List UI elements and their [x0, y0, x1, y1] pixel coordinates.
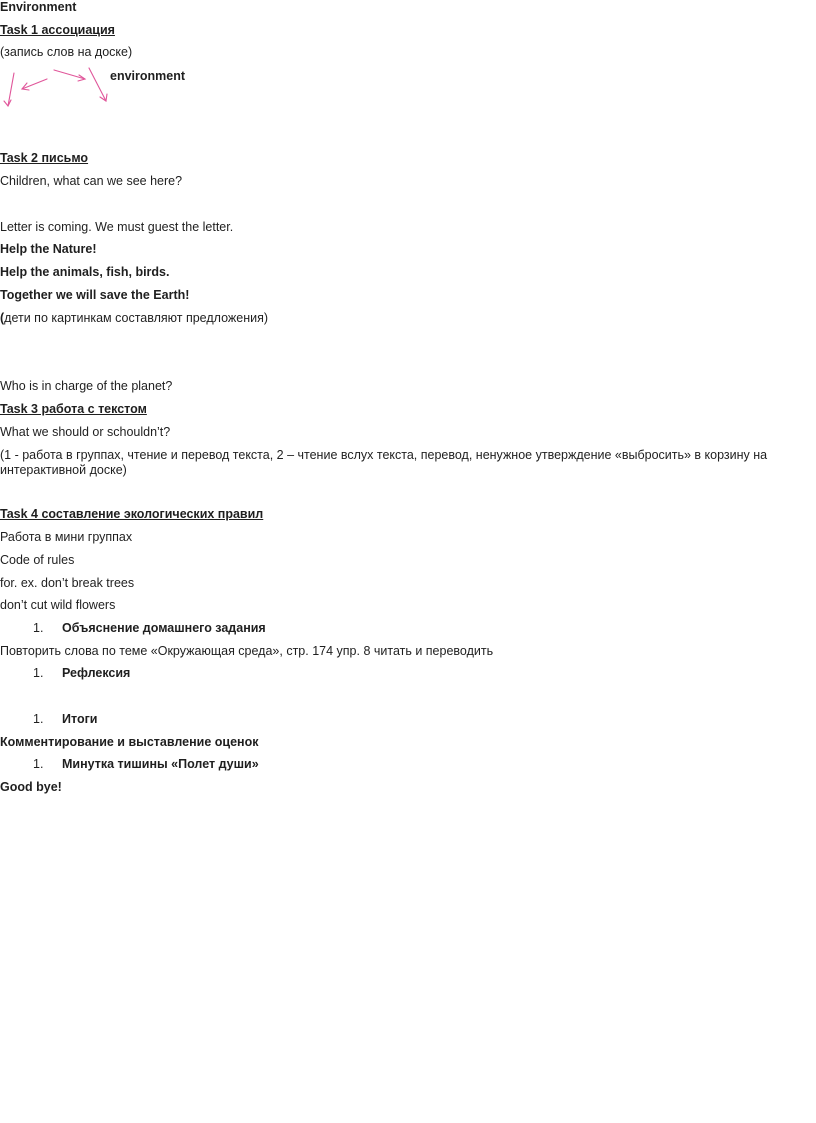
homework-text: Повторить слова по теме «Окружающая среда», стр. 174 упр. 8 читать и переводить — [0, 644, 494, 658]
arrow-head — [4, 100, 11, 106]
task3-heading: Task 3 работа с текстом — [0, 402, 147, 416]
letter-line-3: Together we will save the Earth! — [0, 288, 190, 302]
list-item-silence-minute: Минутка тишины «Полет души» — [62, 757, 259, 771]
task4-example-2: don’t cut wild flowers — [0, 598, 116, 612]
list-item-homework-title: Объяснение домашнего задания — [62, 621, 266, 635]
list-item-results: Итоги — [62, 712, 98, 726]
task4-groups: Работа в мини группах — [0, 530, 133, 544]
letter-line-2: Help the animals, fish, birds. — [0, 265, 170, 279]
list-item-reflection: Рефлексия — [62, 666, 131, 680]
association-center-word: environment — [110, 69, 186, 83]
document-title: Environment — [0, 0, 77, 14]
list-number: 1. — [33, 712, 44, 726]
task4-example-1: for. ex. don’t break trees — [0, 576, 135, 590]
letter-line-1: Help the Nature! — [0, 242, 97, 256]
letter-intro: Letter is coming. We must guest the letter. — [0, 220, 234, 234]
task2-note-text: дети по картинкам составляют предложения) — [4, 311, 269, 325]
arrow-line — [54, 70, 85, 79]
task2-note — [0, 311, 268, 326]
task3-description: (1 - работа в группах, чтение и перевод текста, 2 – чтение вслух текста, перевод, ненужное утверждение «выбросить» в корзину на интерактивной доске) — [0, 448, 768, 477]
task4-code: Code of rules — [0, 553, 75, 567]
task3-question: What we should or schouldn’t? — [0, 425, 171, 439]
list-number: 1. — [33, 757, 44, 771]
charge-question: Who is in charge of the planet? — [0, 379, 173, 393]
list-number: 1. — [33, 621, 44, 635]
goodbye-text: Good bye! — [0, 780, 62, 794]
task2-heading: Task 2 письмо — [0, 151, 89, 165]
task1-heading: Task 1 ассоциация — [0, 23, 115, 37]
task2-question: Children, what can we see here? — [0, 174, 183, 188]
task2-note-paren: ( — [0, 311, 5, 325]
comment-text: Комментирование и выставление оценок — [0, 735, 259, 749]
association-arrows-drawing — [0, 64, 120, 110]
arrow-line — [89, 68, 106, 101]
list-number: 1. — [33, 666, 44, 680]
task1-note: (запись слов на доске) — [0, 45, 133, 59]
task4-heading: Task 4 составление экологических правил — [0, 507, 264, 521]
